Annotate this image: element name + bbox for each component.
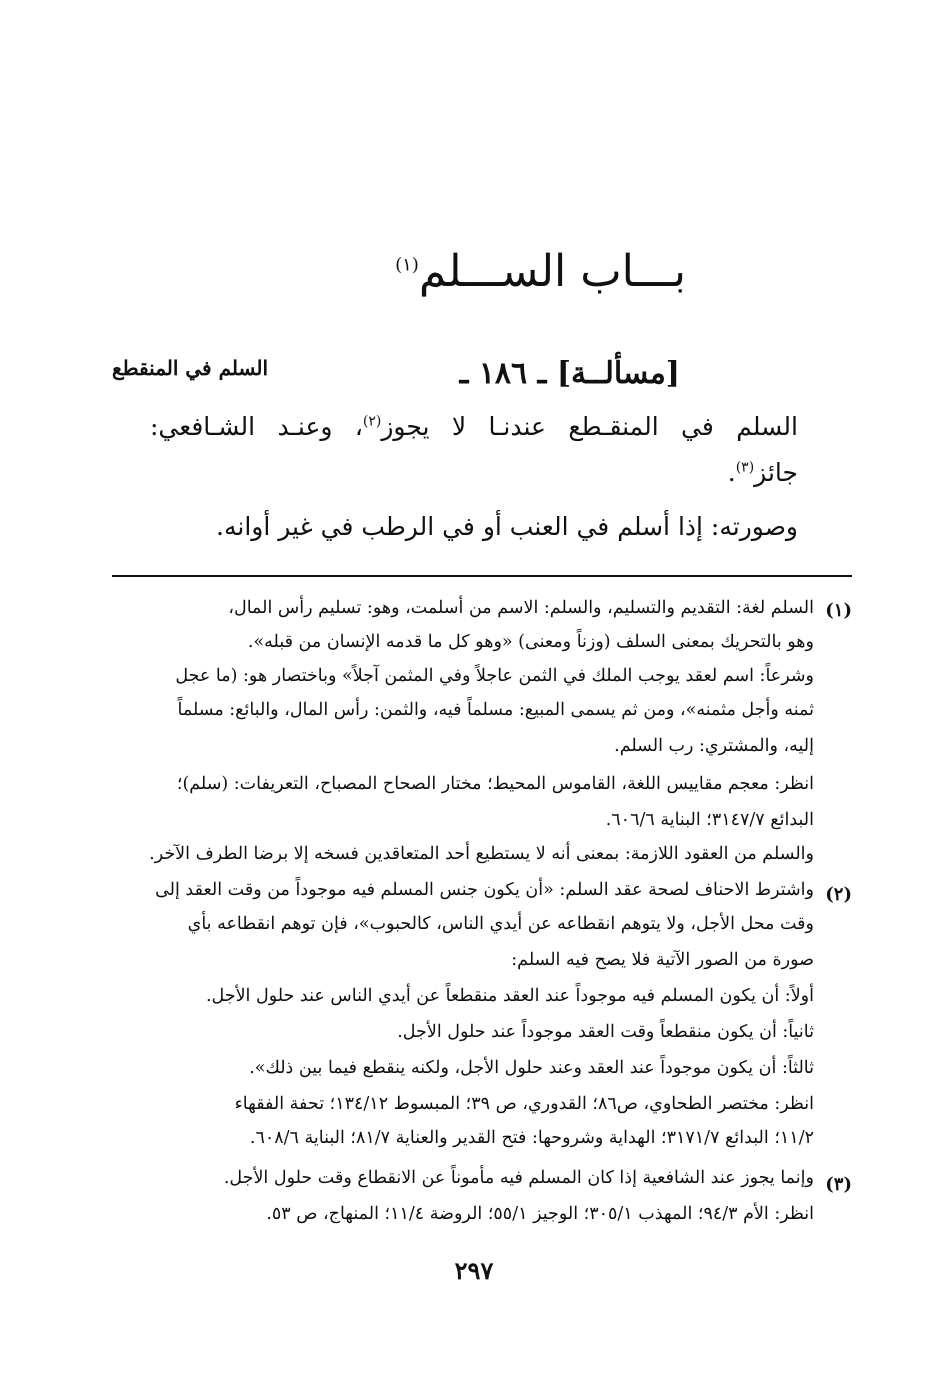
chapter-title-text: بـــاب الســـلم — [418, 246, 686, 297]
footnote-1-line-3: وشرعاً: اسم لعقد يوجب الملك في الثمن عاجلاً وفي المثمن آجلاً» وباختصار هو: (ما عجل — [175, 666, 814, 686]
footnote-1-line-7: البدائع ٣١٤٧/٧؛ البناية ٦٠٦/٦. — [605, 810, 814, 830]
main-text-line-1-a: السلم في المنقـطع عندنـا لا يجوز — [381, 412, 798, 441]
footnote-2-line-2: وقت محل الأجل، ولا يتوهم انقطاعه عن أيدي الناس، كالحبوب»، فإن توهم انقطاعه بأي — [187, 914, 814, 934]
footnote-2-line-8: ١١/٢؛ البدائع ٣١٧١/٧؛ الهداية وشروحها: فتح القدير والعناية ٨١/٧؛ البناية ٦٠٨/٦. — [249, 1128, 814, 1148]
main-text-line-1-b: ، وعنـد الشـافعي: — [150, 412, 363, 441]
footnote-2-line-1: واشترط الاحناف لصحة عقد السلم: «أن يكون جنس المسلم فيه موجوداً من وقت العقد إلى — [155, 880, 814, 900]
main-text-line-2-b: . — [727, 458, 736, 487]
main-text-line-1 — [150, 412, 798, 442]
footnote-1-line-8: والسلم من العقود اللازمة: بمعنى أنه لا يستطيع أحد المتعاقدين فسخه إلا برضا الطرف الآخر. — [149, 844, 814, 864]
footnote-ref-2[interactable]: (٢) — [362, 413, 382, 430]
main-text-line-2-a: جائز — [754, 458, 798, 487]
footnote-divider — [112, 575, 852, 577]
footnote-number-1: (١) — [825, 600, 852, 621]
footnote-1-line-2: وهو بالتحريك بمعنى السلف (وزناً ومعنى) «وهو كل ما قدمه الإنسان من قبله». — [247, 632, 814, 652]
footnote-number-3: (٣) — [825, 1174, 852, 1195]
margin-note: السلم في المنقطع — [112, 356, 268, 380]
footnote-3-line-2: انظر: الأم ٩٤/٣؛ المهذب ٣٠٥/١؛ الوجيز ٥٥/١؛ الروضة ١١/٤؛ المنهاج، ص ٥٣. — [266, 1204, 814, 1224]
footnote-2-line-7: انظر: مختصر الطحاوي، ص٨٦؛ القدوري، ص ٣٩؛ المبسوط ١٣٤/١٢؛ تحفة الفقهاء — [234, 1094, 814, 1114]
masala-heading: [مسألــة] ـ ١٨٦ ـ — [459, 356, 680, 391]
footnote-2-line-6: ثالثاً: أن يكون موجوداً عند العقد وعند حلول الأجل، ولكنه ينقطع فيما بين ذلك». — [249, 1058, 814, 1078]
page-number: ٢٩٧ — [454, 1256, 494, 1285]
chapter-title — [286, 246, 686, 297]
footnote-ref-3[interactable]: (٣) — [735, 459, 755, 476]
footnote-1-line-1: السلم لغة: التقديم والتسليم، والسلم: الاسم من أسلمت، وهو: تسليم رأس المال، — [228, 598, 814, 618]
chapter-title-footnote-ref[interactable]: (١) — [395, 254, 419, 276]
footnote-2-line-3: صورة من الصور الآتية فلا يصح فيه السلم: — [511, 950, 814, 970]
footnote-3-line-1: وإنما يجوز عند الشافعية إذا كان المسلم فيه مأموناً عن الانقطاع وقت حلول الأجل. — [223, 1168, 814, 1188]
footnote-1-line-5: إليه، والمشتري: رب السلم. — [614, 736, 814, 756]
footnote-2-line-4: أولاً: أن يكون المسلم فيه موجوداً عند العقد منقطعاً عن أيدي الناس عند حلول الأجل. — [205, 986, 814, 1006]
footnote-1-line-4: ثمنه وأجل مثمنه»، ومن ثم يسمى المبيع: مسلماً فيه، والثمن: رأس المال، والبائع: مسلماً — [177, 700, 814, 720]
main-text-line-2 — [728, 458, 798, 488]
footnote-2-line-5: ثانياً: أن يكون منقطعاً وقت العقد موجوداً عند حلول الأجل. — [397, 1022, 814, 1042]
main-text-line-3: وصورته: إذا أسلم في العنب أو في الرطب في غير أوانه. — [216, 512, 798, 541]
footnote-1-line-6: انظر: معجم مقاييس اللغة، القاموس المحيط؛ مختار الصحاح المصباح، التعريفات: (سلم)؛ — [176, 774, 814, 794]
footnote-number-2: (٢) — [825, 884, 852, 905]
